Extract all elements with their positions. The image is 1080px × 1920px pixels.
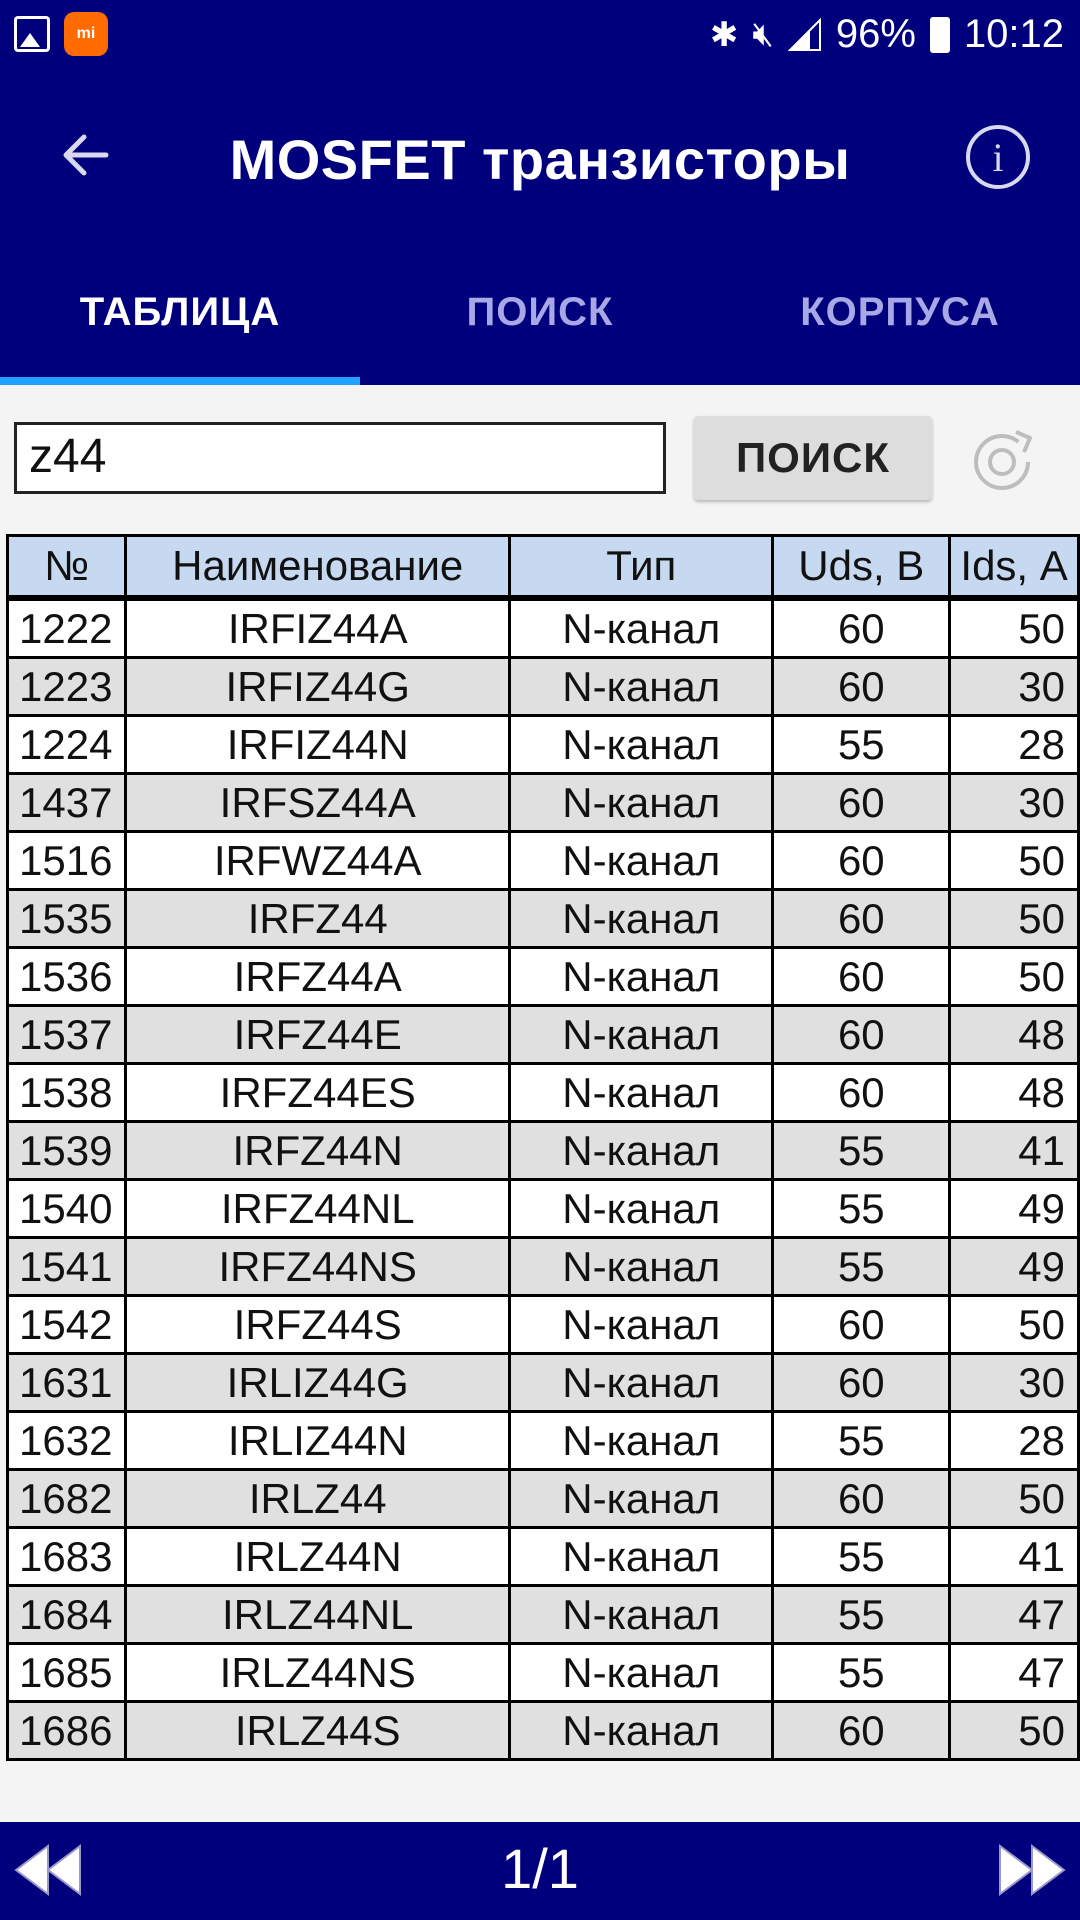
table-row[interactable]: [8, 716, 1079, 774]
cell-uds: 60: [773, 1296, 950, 1354]
table-header-row: [8, 536, 1079, 599]
cell-name: IRLZ44NL: [126, 1586, 510, 1644]
cell-ids: 48: [950, 1006, 1079, 1064]
cell-name: IRLZ44S: [126, 1702, 510, 1760]
cell-ids: 48: [950, 1064, 1079, 1122]
cell-ids: 50: [950, 1296, 1079, 1354]
cell-type: N-канал: [510, 716, 773, 774]
search-button[interactable]: ПОИСК: [694, 416, 932, 500]
info-icon: i: [992, 134, 1004, 180]
cell-uds: 60: [773, 1354, 950, 1412]
gallery-icon: [14, 16, 50, 52]
cell-number: 1537: [8, 1006, 126, 1064]
cell-type: N-канал: [510, 774, 773, 832]
page-indicator: 1/1: [501, 1837, 579, 1900]
table-row[interactable]: [8, 1122, 1079, 1180]
cell-type: N-канал: [510, 1354, 773, 1412]
table-row[interactable]: [8, 1586, 1079, 1644]
mi-icon: mi: [64, 12, 108, 56]
cell-number: 1437: [8, 774, 126, 832]
cell-ids: 41: [950, 1528, 1079, 1586]
cell-uds: 60: [773, 832, 950, 890]
cell-number: 1516: [8, 832, 126, 890]
cell-uds: 55: [773, 1586, 950, 1644]
table-row[interactable]: [8, 774, 1079, 832]
table-row[interactable]: [8, 1064, 1079, 1122]
cell-ids: 41: [950, 1122, 1079, 1180]
cell-type: N-канал: [510, 1702, 773, 1760]
cell-uds: 60: [773, 1470, 950, 1528]
cell-number: 1682: [8, 1470, 126, 1528]
table-row[interactable]: [8, 1412, 1079, 1470]
cell-type: N-канал: [510, 1470, 773, 1528]
cell-ids: 30: [950, 658, 1079, 716]
cell-ids: 47: [950, 1586, 1079, 1644]
table-row[interactable]: [8, 1296, 1079, 1354]
cell-uds: 55: [773, 1238, 950, 1296]
pagination-bar: [0, 1822, 1080, 1920]
battery-percent: 96%: [835, 12, 916, 56]
tab-indicator: [0, 377, 360, 385]
cell-uds: 60: [773, 598, 950, 658]
cell-uds: 55: [773, 1122, 950, 1180]
cell-uds: 55: [773, 1412, 950, 1470]
cell-number: 1224: [8, 716, 126, 774]
table-row[interactable]: [8, 948, 1079, 1006]
cell-uds: 60: [773, 1064, 950, 1122]
cell-uds: 55: [773, 1644, 950, 1702]
cell-number: 1631: [8, 1354, 126, 1412]
cell-name: IRFSZ44A: [126, 774, 510, 832]
cell-type: N-канал: [510, 948, 773, 1006]
mute-icon: 🔇︎: [752, 15, 774, 53]
tab-search[interactable]: ПОИСК: [466, 290, 614, 334]
cell-name: IRFZ44S: [126, 1296, 510, 1354]
cell-uds: 60: [773, 774, 950, 832]
cell-ids: 50: [950, 832, 1079, 890]
double-arrow-right-icon[interactable]: [996, 1842, 1068, 1898]
header-type[interactable]: Тип: [510, 536, 773, 599]
cell-ids: 28: [950, 716, 1079, 774]
cell-name: IRFZ44E: [126, 1006, 510, 1064]
table-row[interactable]: [8, 1702, 1079, 1760]
table-row[interactable]: [8, 598, 1079, 658]
header-number[interactable]: №: [8, 536, 126, 599]
cell-name: IRFIZ44G: [126, 658, 510, 716]
cell-number: 1536: [8, 948, 126, 1006]
tab-bar: [0, 240, 1080, 385]
cell-name: IRFIZ44A: [126, 598, 510, 658]
status-left-icons: [14, 16, 108, 56]
cell-name: IRLIZ44G: [126, 1354, 510, 1412]
cell-name: IRLZ44: [126, 1470, 510, 1528]
cell-number: 1686: [8, 1702, 126, 1760]
table-row[interactable]: [8, 1006, 1079, 1064]
cell-number: 1535: [8, 890, 126, 948]
app-bar: [0, 75, 1080, 240]
refresh-icon: [968, 424, 1040, 496]
table-row[interactable]: [8, 1644, 1079, 1702]
cell-number: 1541: [8, 1238, 126, 1296]
cell-ids: 50: [950, 1470, 1079, 1528]
cell-number: 1538: [8, 1064, 126, 1122]
cell-number: 1683: [8, 1528, 126, 1586]
results-table-container[interactable]: [6, 534, 1080, 1818]
cell-type: N-канал: [510, 658, 773, 716]
cell-uds: 60: [773, 948, 950, 1006]
cell-name: IRFWZ44A: [126, 832, 510, 890]
cell-name: IRLZ44N: [126, 1528, 510, 1586]
cell-name: IRFIZ44N: [126, 716, 510, 774]
cell-type: N-канал: [510, 1006, 773, 1064]
cell-ids: 49: [950, 1180, 1079, 1238]
cell-type: N-канал: [510, 598, 773, 658]
search-input[interactable]: z44: [14, 422, 666, 494]
table-row[interactable]: [8, 832, 1079, 890]
cell-ids: 50: [950, 1702, 1079, 1760]
cell-ids: 30: [950, 1354, 1079, 1412]
cell-type: N-канал: [510, 1528, 773, 1586]
cell-ids: 28: [950, 1412, 1079, 1470]
cell-name: IRFZ44NS: [126, 1238, 510, 1296]
cell-number: 1632: [8, 1412, 126, 1470]
table-row[interactable]: [8, 1528, 1079, 1586]
cell-type: N-канал: [510, 832, 773, 890]
cell-name: IRLIZ44N: [126, 1412, 510, 1470]
cell-number: 1684: [8, 1586, 126, 1644]
cell-type: N-канал: [510, 1238, 773, 1296]
cell-uds: 55: [773, 1180, 950, 1238]
info-button[interactable]: [966, 125, 1030, 189]
cell-type: N-канал: [510, 1122, 773, 1180]
cell-name: IRFZ44N: [126, 1122, 510, 1180]
cell-uds: 60: [773, 1006, 950, 1064]
cell-number: 1542: [8, 1296, 126, 1354]
cell-number: 1539: [8, 1122, 126, 1180]
cell-name: IRLZ44NS: [126, 1644, 510, 1702]
page-title: MOSFET транзисторы: [229, 128, 851, 191]
status-bar: [0, 0, 1080, 75]
table-row[interactable]: [8, 1180, 1079, 1238]
cell-type: N-канал: [510, 890, 773, 948]
cell-number: 1540: [8, 1180, 126, 1238]
refresh-button[interactable]: [968, 424, 1040, 496]
cell-uds: 55: [773, 716, 950, 774]
cell-uds: 60: [773, 658, 950, 716]
cell-ids: 49: [950, 1238, 1079, 1296]
table-row[interactable]: [8, 658, 1079, 716]
header-name[interactable]: Наименование: [126, 536, 510, 599]
cell-ids: 50: [950, 948, 1079, 1006]
table-row[interactable]: [8, 890, 1079, 948]
cell-type: N-канал: [510, 1644, 773, 1702]
cell-type: N-канал: [510, 1180, 773, 1238]
bluetooth-icon: ✱: [709, 15, 739, 54]
header-ids[interactable]: Ids, А: [950, 536, 1079, 599]
tab-packages[interactable]: КОРПУСА: [800, 290, 1000, 334]
cell-name: IRFZ44: [126, 890, 510, 948]
cell-name: IRFZ44ES: [126, 1064, 510, 1122]
cell-number: 1685: [8, 1644, 126, 1702]
table-row[interactable]: [8, 1470, 1079, 1528]
cell-ids: 50: [950, 890, 1079, 948]
cell-ids: 30: [950, 774, 1079, 832]
status-right: [710, 12, 1064, 57]
table-row[interactable]: [8, 1238, 1079, 1296]
cell-uds: 60: [773, 890, 950, 948]
battery-icon: [930, 17, 950, 53]
cell-type: N-канал: [510, 1586, 773, 1644]
header-uds[interactable]: Uds, В: [773, 536, 950, 599]
cell-type: N-канал: [510, 1412, 773, 1470]
table-row[interactable]: [8, 1354, 1079, 1412]
cell-type: N-канал: [510, 1296, 773, 1354]
cell-ids: 50: [950, 598, 1079, 658]
cell-number: 1223: [8, 658, 126, 716]
results-table: [6, 534, 1080, 1761]
clock: 10:12: [963, 12, 1064, 56]
cell-uds: 60: [773, 1702, 950, 1760]
cell-number: 1222: [8, 598, 126, 658]
cell-type: N-канал: [510, 1064, 773, 1122]
cell-name: IRFZ44A: [126, 948, 510, 1006]
cell-name: IRFZ44NL: [126, 1180, 510, 1238]
signal-icon: [788, 18, 822, 52]
tab-table[interactable]: ТАБЛИЦА: [79, 290, 281, 334]
cell-ids: 47: [950, 1644, 1079, 1702]
cell-uds: 55: [773, 1528, 950, 1586]
